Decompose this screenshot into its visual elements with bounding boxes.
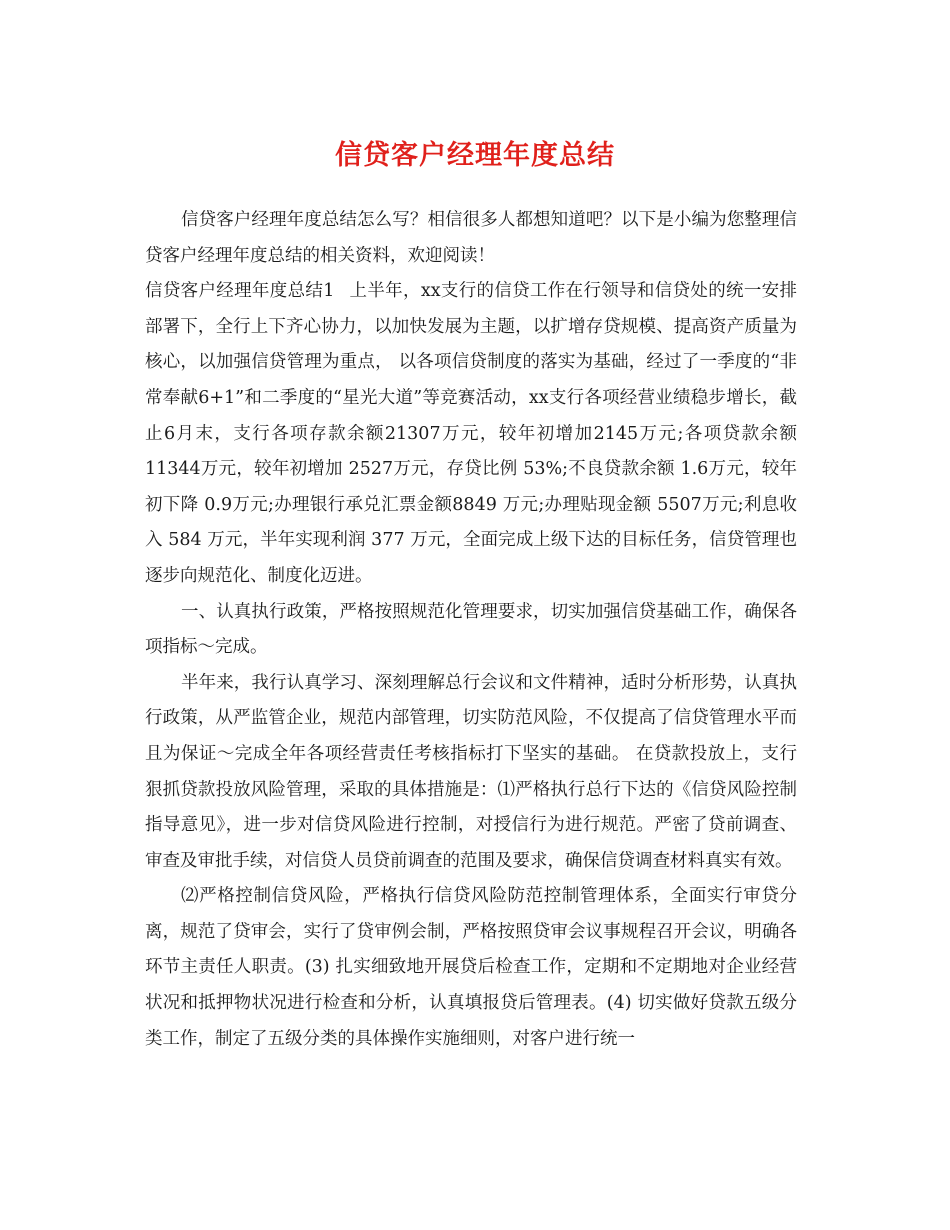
intro-paragraph: 信贷客户经理年度总结怎么写？相信很多人都想知道吧？以下是小编为您整理信贷客户经理年度总结的相关资料，欢迎阅读！ [145,210,797,266]
summary-paragraph-1 [145,274,797,594]
document-title: 信贷客户经理年度总结 [335,140,615,171]
paragraph-1-text: 上半年，xx支行的信贷工作在行领导和信贷处的统一安排部署下，全行上下齐心协力，以加快发展为主题，以扩增存贷规模、提高资产质量为核心，以加强信贷管理为重点， 以各项信贷制度的落实为基础，经过了一季度的“非常奉献6+1”和二季度的“星光大道”等竞赛活动，xx支行各项经营业绩稳步增长，截止6月末，支行各项存款余额21307万元，较年初增加2145万元;各项贷款余额 11344万元，较年初增加 2527万元，存贷比例 53%;不良贷款余额 1.6万元，较年初下降 0.9万元;办理银行承兑汇票金额8849 万元;办理贴现金额 5507万元;利息收入 584 万元，半年实现利润 377 万元，全面完成上级下达的目标任务，信贷管理也逐步向规范化、制度化迈进。 [145,281,797,586]
section-label: 信贷客户经理年度总结1 [145,281,335,302]
document-body [145,203,797,1057]
paragraph-2: 一、认真执行政策，严格按照规范化管理要求，切实加强信贷基础工作，确保各项指标～完成。 [145,601,797,658]
paragraph-4: ⑵严格控制信贷风险，严格执行信贷风险防范控制管理体系，全面实行审贷分离，规范了贷审会，实行了贷审例会制，严格按照贷审会议事规程召开会议，明确各环节主责任人职责。(3) 扎实细致地开展贷后检查工作，定期和不定期地对企业经营状况和抵押物状况进行检查和分析，认真填报贷后管理表。(4) 切实做好贷款五级分类工作，制定了五级分类的具体操作实施细则，对客户进行统一 [145,886,797,1049]
paragraph-3: 半年来，我行认真学习、深刻理解总行会议和文件精神，适时分析形势，认真执行政策，从严监管企业，规范内部管理，切实防范风险，不仅提高了信贷管理水平而且为保证～完成全年各项经营责任考核指标打下坚实的基础。 在贷款投放上，支行狠抓贷款投放风险管理，采取的具体措施是：⑴严格执行总行下达的《信贷风险控制指导意见》，进一步对信贷风险进行控制，对授信行为进行规范。严密了贷前调查、审查及审批手续，对信贷人员贷前调查的范围及要求，确保信贷调查材料真实有效。 [145,672,797,871]
